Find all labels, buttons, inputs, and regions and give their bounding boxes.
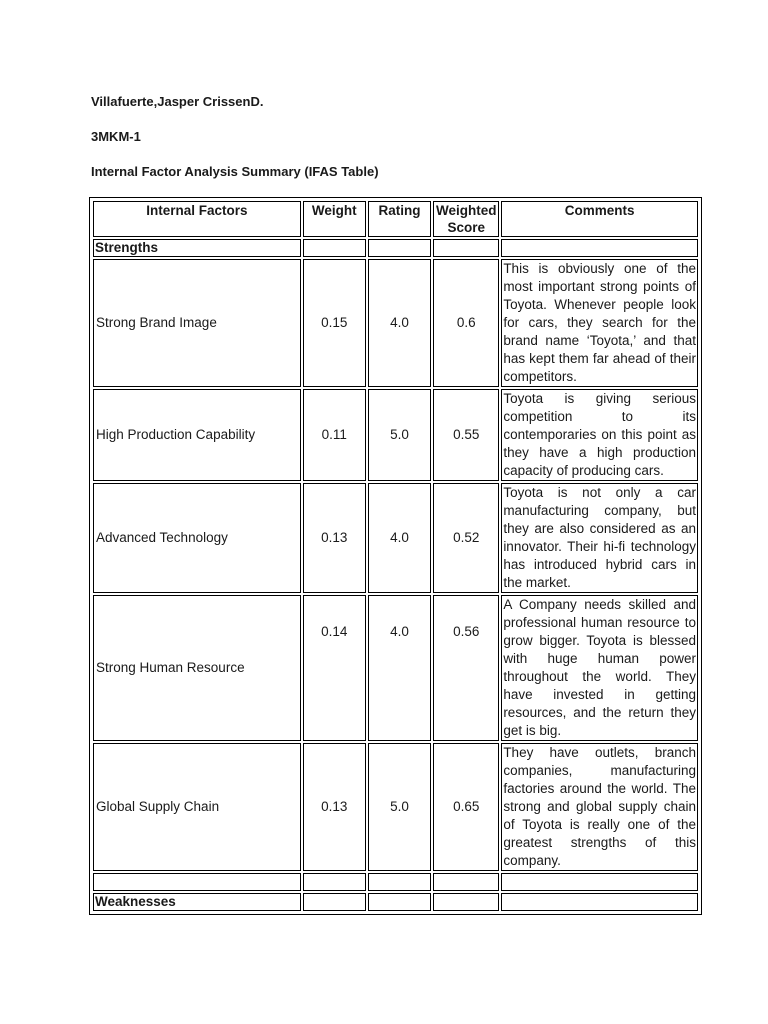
empty-cell: [303, 873, 366, 891]
weighted-score-value: 0.56: [433, 595, 499, 741]
empty-cell: [368, 873, 431, 891]
rating-value: 4.0: [368, 483, 431, 593]
strengths-label: Strengths: [93, 239, 301, 257]
weighted-score-value: 0.52: [433, 483, 499, 593]
empty-cell: [501, 239, 698, 257]
table-header-row: [93, 201, 698, 237]
empty-cell: [368, 893, 431, 911]
col-header-internal-factors: Internal Factors: [93, 201, 301, 237]
empty-cell: [433, 893, 499, 911]
ifas-table: [89, 197, 702, 915]
table-row: [93, 389, 698, 481]
document-title: Internal Factor Analysis Summary (IFAS Table): [91, 164, 379, 179]
rating-value: 4.0: [368, 595, 431, 741]
blank-row: [93, 873, 698, 891]
author-name: Villafuerte,Jasper CrissenD.: [91, 94, 264, 109]
table-row: [93, 743, 698, 871]
col-header-rating: Rating: [368, 201, 431, 237]
col-header-weight: Weight: [303, 201, 366, 237]
factor-name: Advanced Technology: [93, 483, 301, 593]
rating-value: 5.0: [368, 743, 431, 871]
empty-cell: [368, 239, 431, 257]
comment-text: This is obviously one of the most important strong points of Toyota. Whenever people look for cars, they search for the brand name ‘Toyota,’ and that has kept them far ahead of their competitors.: [501, 259, 698, 387]
empty-cell: [433, 239, 499, 257]
empty-cell: [93, 873, 301, 891]
weaknesses-section-row: [93, 893, 698, 911]
comment-text: Toyota is giving serious competition to its contemporaries on this point as they have a high production capacity of producing cars.: [501, 389, 698, 481]
weight-value: 0.11: [303, 389, 366, 481]
weighted-score-value: 0.6: [433, 259, 499, 387]
section-code: 3MKM-1: [91, 129, 141, 144]
factor-name: Strong Human Resource: [93, 595, 301, 741]
table-row: [93, 483, 698, 593]
empty-cell: [303, 893, 366, 911]
empty-cell: [501, 873, 698, 891]
strengths-section-row: [93, 239, 698, 257]
col-header-weighted-score: Weighted Score: [433, 201, 499, 237]
weight-value: 0.13: [303, 483, 366, 593]
empty-cell: [501, 893, 698, 911]
comment-text: They have outlets, branch companies, manufacturing factories around the world. The strong and global supply chain of Toyota is really one of the greatest strengths of this company.: [501, 743, 698, 871]
weaknesses-label: Weaknesses: [93, 893, 301, 911]
weight-value: 0.13: [303, 743, 366, 871]
weight-value: 0.15: [303, 259, 366, 387]
empty-cell: [433, 873, 499, 891]
weighted-score-value: 0.55: [433, 389, 499, 481]
comment-text: A Company needs skilled and professional human resource to grow bigger. Toyota is blessed with huge human power throughout the world. They have invested in getting resources, and the return they get is big.: [501, 595, 698, 741]
factor-name: High Production Capability: [93, 389, 301, 481]
col-header-comments: Comments: [501, 201, 698, 237]
rating-value: 4.0: [368, 259, 431, 387]
table-row: [93, 595, 698, 741]
rating-value: 5.0: [368, 389, 431, 481]
factor-name: Global Supply Chain: [93, 743, 301, 871]
comment-text: Toyota is not only a car manufacturing company, but they are also considered as an innovator. Their hi-fi technology has introduced hybrid cars in the market.: [501, 483, 698, 593]
table-row: [93, 259, 698, 387]
factor-name: Strong Brand Image: [93, 259, 301, 387]
weighted-score-value: 0.65: [433, 743, 499, 871]
empty-cell: [303, 239, 366, 257]
weight-value: 0.14: [303, 595, 366, 741]
